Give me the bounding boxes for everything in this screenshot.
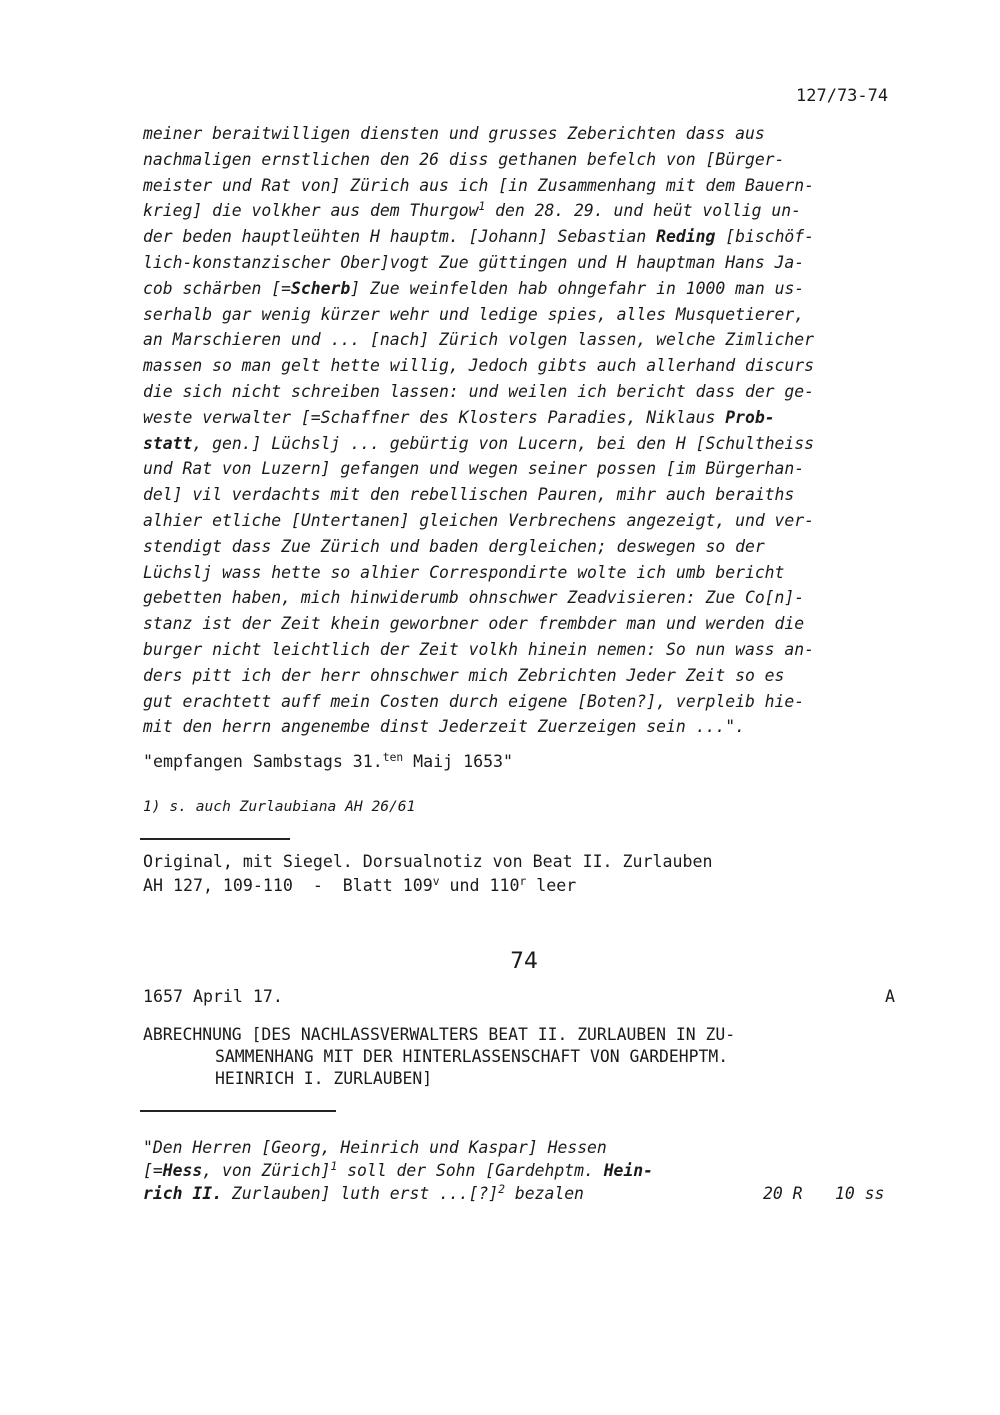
letter-line — [143, 534, 923, 560]
account-entry — [143, 1136, 903, 1205]
letter-line — [143, 302, 923, 328]
source-line — [143, 874, 712, 898]
text-run: und 110 — [439, 876, 520, 895]
text-run: mit den herrn angenembe dinst Jederzeit Zuerzeigen sein ...". — [143, 717, 745, 737]
text-run: an Marschieren und ... [nach] Zürich volgen lassen, welche Zimlicher — [143, 330, 815, 350]
text-run: , gen.] Lüchslj ... gebürtig von Lucern, bei den H [Schultheiss — [192, 433, 815, 453]
heading-line: SAMMENHANG MIT DER HINTERLASSENSCHAFT VON GARDEHPTM. — [215, 1047, 729, 1066]
text-run: den 28. 29. und heüt vollig un- — [485, 201, 802, 221]
letter-line — [143, 560, 923, 586]
superscript: 1 — [330, 1159, 338, 1173]
text-run: "empfangen Sambstags 31. — [143, 752, 383, 771]
superscript: 1 — [478, 200, 486, 214]
text-run: und Rat von Luzern] gefangen und wegen seiner possen [im Bürgerhan- — [143, 459, 805, 479]
heading-line: ABRECHNUNG [DES NACHLASSVERWALTERS BEAT II. ZURLAUBEN IN ZU- — [143, 1025, 736, 1044]
source-line — [143, 850, 712, 874]
letter-line — [143, 689, 923, 715]
superscript: r — [519, 874, 527, 888]
text-run: alhier etliche [Untertanen] gleichen Verbrechens angezeigt, und ver- — [143, 510, 815, 530]
letter-line — [143, 482, 923, 508]
text-run: ders pitt ich der herr ohnschwer mich Zebrichten Jeder Zeit so es — [143, 665, 785, 685]
bold-name: Prob- — [725, 407, 775, 427]
letter-line — [143, 353, 923, 379]
text-run: krieg] die volkher aus dem Thurgow — [143, 201, 479, 221]
quote-line — [143, 1159, 903, 1182]
text-run: massen so man gelt hette willig, Jedoch gibts auch allerhand discurs — [143, 356, 815, 376]
text-run: Lüchslj wass hette so alhier Correspondirte wolte ich umb bericht — [143, 562, 785, 582]
text-run: del] vil verdachts mit den rebellischen Pauren, mihr auch beraiths — [143, 485, 795, 505]
letter-line — [143, 250, 923, 276]
letter-line — [143, 637, 923, 663]
text-run: meiner beraitwilligen diensten und grusses Zeberichten dass aus — [143, 124, 765, 143]
bold-name: Scherb — [291, 278, 351, 298]
text-run: Zurlauben] luth erst ...[?] — [221, 1184, 499, 1203]
text-run: [bischöf- — [715, 227, 815, 247]
amount-schilling: 10 ss — [835, 1184, 885, 1203]
letter-line — [143, 147, 923, 173]
text-run: cob schärben [= — [143, 278, 292, 298]
letter-line — [143, 121, 923, 147]
letter-line — [143, 327, 923, 353]
bold-name: Reding — [656, 227, 716, 247]
source-note — [143, 850, 712, 898]
text-run: meister und Rat von] Zürich aus ich [in Zusammenhang mit dem Bauern- — [143, 175, 815, 195]
text-run: ] Zue weinfelden hab ohngefahr in 1000 man us- — [350, 278, 805, 298]
amount-gulden: 20 R — [763, 1184, 803, 1203]
text-run: nachmaligen ernstlichen den 26 diss gethanen befelch von [Bürger- — [143, 149, 785, 169]
text-run: burger nicht leichtlich der Zeit volkh hinein nemen: So nun wass an- — [143, 639, 815, 659]
text-run: stanz ist der Zeit khein geworbner oder frembder man und werden die — [143, 614, 805, 634]
letter-line — [143, 508, 923, 534]
text-run: die sich nicht schreiben lassen: und weilen ich bericht dass der ge- — [143, 381, 815, 401]
section-separator — [140, 1110, 336, 1112]
text-run: "Den Herren [Georg, Heinrich und Kaspar] Hessen — [143, 1138, 607, 1157]
quote-line — [143, 1182, 903, 1205]
text-run: der beden hauptleühten H hauptm. [Johann] Sebastian — [143, 227, 657, 247]
document-number: 74 — [510, 949, 538, 974]
bold-name: Hess — [162, 1161, 203, 1180]
superscript: ten — [382, 750, 404, 764]
page-reference: 127/73-74 — [796, 86, 889, 106]
heading-line: HEINRICH I. ZURLAUBEN] — [215, 1069, 433, 1088]
letter-line — [143, 173, 923, 199]
document-date: 1657 April 17. — [143, 987, 283, 1006]
footnote-separator — [140, 838, 290, 840]
text-run: gut erachtett auff mein Costen durch eigene [Boten?], verpleib hie- — [143, 691, 805, 711]
text-run: serhalb gar wenig kürzer wehr und ledige spies, alles Musquetierer, — [143, 304, 805, 324]
letter-line — [143, 456, 923, 482]
quote-line — [143, 1136, 903, 1159]
text-run: soll der Sohn [Gardehptm. — [337, 1161, 604, 1180]
superscript: v — [432, 874, 440, 888]
text-run: weste verwalter [=Schaffner des Klosters Paradies, Niklaus — [143, 407, 726, 427]
text-run: stendigt dass Zue Zürich und baden dergleichen; deswegen so der — [143, 536, 765, 556]
letter-line — [143, 585, 923, 611]
letter-line — [143, 198, 923, 224]
footnote-1: 1) s. auch Zurlaubiana AH 26/61 — [143, 798, 416, 815]
text-run: , von Zürich] — [202, 1161, 331, 1180]
text-run: lich-konstanzischer Ober]vogt Zue güttingen und H hauptman Hans Ja- — [143, 252, 805, 272]
letter-line — [143, 379, 923, 405]
letter-line — [143, 714, 923, 740]
text-run: Original, mit Siegel. Dorsualnotiz von Beat II. Zurlauben — [143, 852, 713, 871]
document-grade: A — [885, 987, 895, 1006]
letter-line — [143, 663, 923, 689]
text-run: Maij 1653" — [403, 752, 514, 771]
text-run: [= — [143, 1161, 163, 1180]
superscript: 2 — [498, 1182, 505, 1196]
bold-name: Hein- — [603, 1161, 654, 1180]
text-run: AH 127, 109-110 - Blatt 109 — [143, 876, 433, 895]
received-note — [143, 752, 513, 771]
letter-line — [143, 224, 923, 250]
text-run: bezalen — [504, 1184, 584, 1203]
text-run: leer — [526, 876, 577, 895]
letter-line — [143, 276, 923, 302]
letter-line — [143, 611, 923, 637]
bold-name: statt — [143, 433, 193, 453]
letter-line — [143, 405, 923, 431]
letter-text — [143, 121, 923, 740]
letter-line — [143, 431, 923, 457]
text-run: gebetten haben, mich hinwiderumb ohnschwer Zeadvisieren: Zue Co[n]- — [143, 588, 805, 608]
bold-name: rich II. — [143, 1184, 222, 1203]
document-heading — [143, 1024, 735, 1090]
